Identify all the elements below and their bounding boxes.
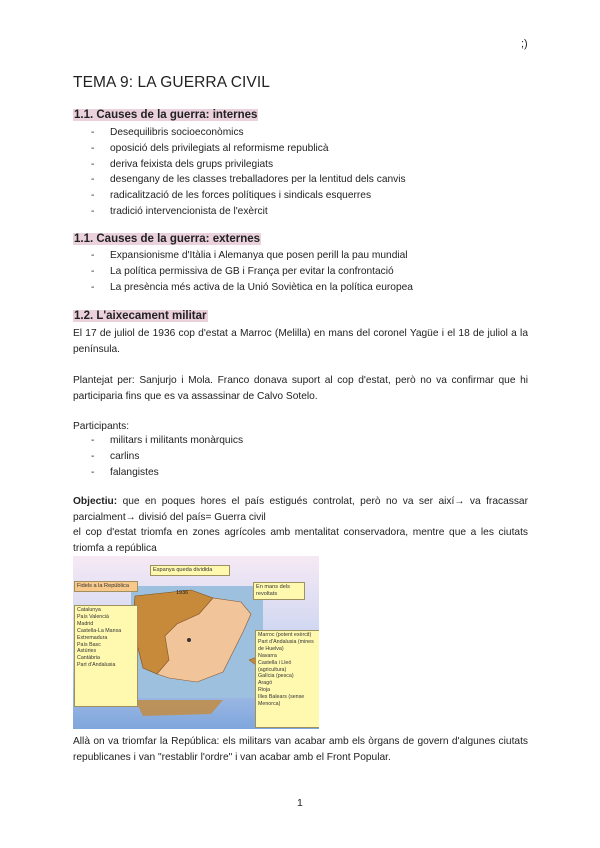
list-item: - tradició intervencionista de l'exèrcit <box>73 204 406 220</box>
region-item: Part d'Andalusia (mines de Huelva) <box>258 638 314 652</box>
region-item: Galícia (pesca) <box>258 673 294 680</box>
page-title: TEMA 9: LA GUERRA CIVIL <box>73 74 270 91</box>
republic-regions-list <box>74 605 138 707</box>
paragraph-objective <box>73 494 528 526</box>
region-item: Castella i Lleó (agricultura) <box>258 659 292 673</box>
region-item: Navarra <box>258 652 277 659</box>
objective-text: que en poques hores el país estigués controlat, però no va ser així→ va fracassar parcialment→ divisió del país= Guerra civil <box>73 496 528 523</box>
paragraph-closing: Allà on va triomfar la República: els militars van acabar amb els òrgans de govern d'algunes ciutats republicanes i van "restablir l'ordre" i van acabar amb el Front Popular. <box>73 736 528 763</box>
region-item: Astúries <box>77 648 97 655</box>
region-item: Catalunya <box>77 607 101 613</box>
objective-label: Objectiu: <box>73 496 118 507</box>
rebels-box: En mans dels revoltats <box>253 582 305 600</box>
list-participants <box>73 433 243 480</box>
region-item: Illes Balears (sense Menorca) <box>258 694 305 708</box>
list-item: - Expansionisme d'Itàlia i Alemanya que posen perill la pau mundial <box>73 248 413 264</box>
heading-internal-causes: 1.1. Causes de la guerra: internes <box>74 109 258 121</box>
list-item: - radicalització de les forces polítiques i sindicals esquerres <box>73 188 406 204</box>
page-number: 1 <box>297 797 303 809</box>
faithful-box: Fidels a la República <box>74 581 138 592</box>
list-item: - deriva feixista dels grups privilegiats <box>73 157 406 173</box>
list-item: - falangistes <box>73 465 243 481</box>
heading-uprising: 1.2. L'aixecament militar <box>74 310 207 322</box>
divided-box: Espanya queda dividida <box>150 565 230 576</box>
heading-external-causes: 1.1. Causes de la guerra: externes <box>74 233 261 245</box>
region-item: Extremadura <box>77 634 108 641</box>
list-item: - militars i militants monàrquics <box>73 433 243 449</box>
region-item: Cantàbria <box>77 655 100 662</box>
paragraph-intro: El 17 de juliol de 1936 cop d'estat a Marroc (Melilla) en mans del coronel Yagüe i el 18 de juliol a la península. <box>73 328 528 355</box>
madrid-marker <box>187 638 191 642</box>
map-year: 1936 <box>176 590 189 596</box>
region-item: Rioja <box>258 687 271 694</box>
paragraph-planning: Plantejat per: Sanjurjo i Mola. Franco donava suport al cop d'estat, però no va confirmar que hi participaria fins que es va assassinar de Calvo Sotelo. <box>73 375 528 402</box>
region-item: Aragó <box>258 680 273 687</box>
list-item: - La política permissiva de GB i França per evitar la confrontació <box>73 264 413 280</box>
corner-mark: ;) <box>521 38 528 50</box>
list-item: - La presència més activa de la Unió Soviètica en la política europea <box>73 280 413 296</box>
paragraph-triumph: el cop d'estat triomfa en zones agrícoles amb mentalitat conservadora, mentre que a les ciutats triomfa a república <box>73 527 528 554</box>
list-internal-causes <box>73 125 406 220</box>
morocco-zone <box>135 700 223 716</box>
participants-label: Participants: <box>73 421 130 432</box>
region-item: Part d'Andalusia <box>77 662 116 669</box>
region-item: Marroc (potent exèrcit) <box>258 632 312 638</box>
region-item: Castella-La Manxa <box>77 627 122 634</box>
list-item: - desengany de les classes treballadores per la lentitud dels canvis <box>73 172 406 188</box>
list-item: - carlins <box>73 449 243 465</box>
rebel-regions-list <box>255 630 319 728</box>
civil-war-map <box>73 556 319 729</box>
list-item: - Desequilibris socioeconòmics <box>73 125 406 141</box>
region-item: País Basc <box>77 641 101 648</box>
region-item: País Valencià <box>77 613 109 620</box>
list-item: - oposició dels privilegiats al reformisme republicà <box>73 141 406 157</box>
list-external-causes <box>73 248 413 295</box>
region-item: Madrid <box>77 620 94 627</box>
